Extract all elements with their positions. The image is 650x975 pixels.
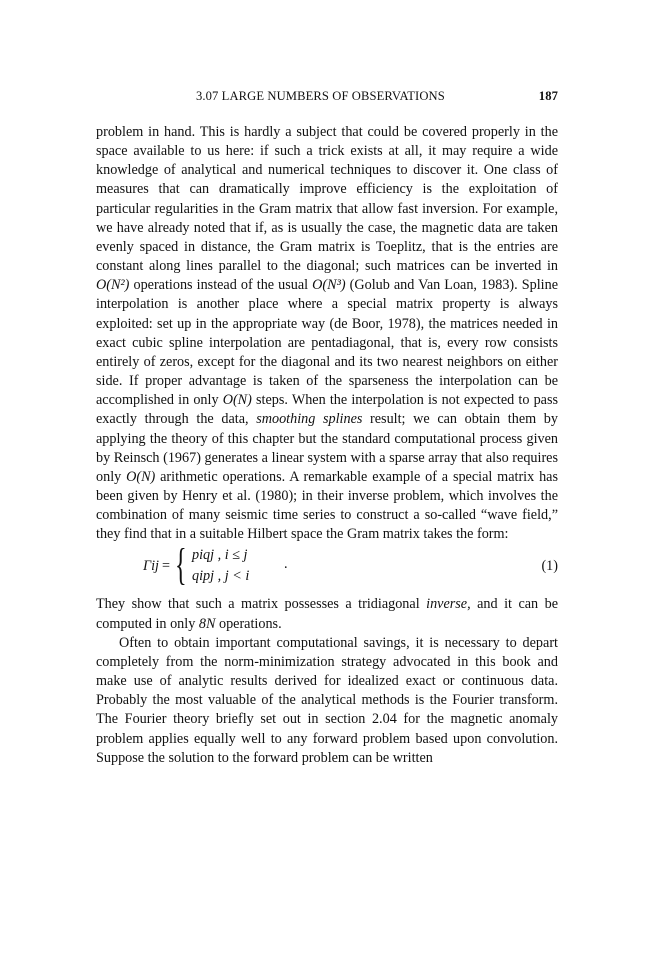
- equation-case-2: qipj , j < i: [192, 568, 250, 585]
- p1-text-3: (Golub and Van Loan, 1983). Spline interpolation is another place where a special matrix property is always exploited: set up in the appropriate way (de Boor, 1978), the matrices needed in exact cubic spline interpolation are pentadiagonal, that is, every row consists entirely of zeros, except for the diagonal and its two nearest neighbors on either side. If proper advantage is taken of the sparseness the interpolation can be accomplished in only: [96, 277, 559, 409]
- p2-text-2: , and it can be computed in only: [96, 596, 558, 632]
- p1-text-5: result; we can obtain them by applying the theory of this chapter but the standard computational process given by Reinsch (1967) generates a linear system with a sparse array that also requires only: [96, 411, 558, 485]
- equation-brace: {: [175, 540, 187, 590]
- running-head: [96, 89, 558, 109]
- p1-smoothing-splines: smoothing splines: [256, 411, 363, 428]
- p1-text-2: operations instead of the usual: [129, 277, 313, 294]
- paragraph-3: Often to obtain important computational savings, it is necessary to depart completely from the norm-minimization strategy advocated in this book and make use of analytic results derived for idealized exact or continuous data. Probably the most valuable of the analytical methods is the Fourier transform. The Fourier theory briefly set out in section 2.04 for the magnetic anomaly problem applies equally well to any forward problem based upon convolution. Suppose the solution to the forward problem can be written: [96, 634, 558, 766]
- paragraph-2: [96, 595, 558, 633]
- equation-1: [96, 540, 558, 591]
- p2-eight-n: 8N: [198, 615, 216, 632]
- p1-big-o-n2: O(N²): [96, 277, 130, 294]
- p2-text-1: They show that such a matrix possesses a tridiagonal: [96, 596, 427, 613]
- running-title: 3.07 LARGE NUMBERS OF OBSERVATIONS: [196, 89, 445, 103]
- paragraph-1: [96, 123, 558, 544]
- p2-text-3: operations.: [215, 615, 282, 632]
- p1-big-o-n-b: O(N): [126, 468, 156, 485]
- p1-text-1: problem in hand. This is hardly a subject that could be covered properly in the space available to us here: if such a trick exists at all, it may require a wide knowledge of analytical and numerical techniques to discover it. One class of measures that can dramatically improve efficiency is the exploitation of particular regularities in the Gram matrix that allow fast inversion. For example, we have already noted that if, as is usually the case, the magnetic data are taken evenly spaced in distance, the Gram matrix is Toeplitz, that is the entries are constant along lines parallel to the diagonal; such matrices can be inverted in: [96, 124, 558, 275]
- p2-inverse: inverse: [426, 596, 468, 613]
- p1-text-4: steps. When the interpolation is not expected to pass exactly through the data,: [96, 392, 559, 428]
- equation-number: (1): [541, 558, 558, 575]
- equation-case-1: piqj , i ≤ j: [192, 547, 248, 564]
- page-number: 187: [538, 89, 558, 103]
- p1-big-o-n-a: O(N): [222, 392, 252, 409]
- equation-lhs: Γij: [143, 558, 159, 575]
- body-text: [96, 123, 558, 768]
- p1-big-o-n3: O(N³): [312, 277, 346, 294]
- p1-text-6: arithmetic operations. A remarkable example of a special matrix has been given by Henry et al. (1980); in their inverse problem, which involves the combination of many seismic time series to construct a so-called “wave field,” they find that in a suitable Hilbert space the Gram matrix takes the form:: [96, 468, 558, 543]
- equation-equals: =: [162, 558, 171, 575]
- equation-period: .: [284, 556, 288, 573]
